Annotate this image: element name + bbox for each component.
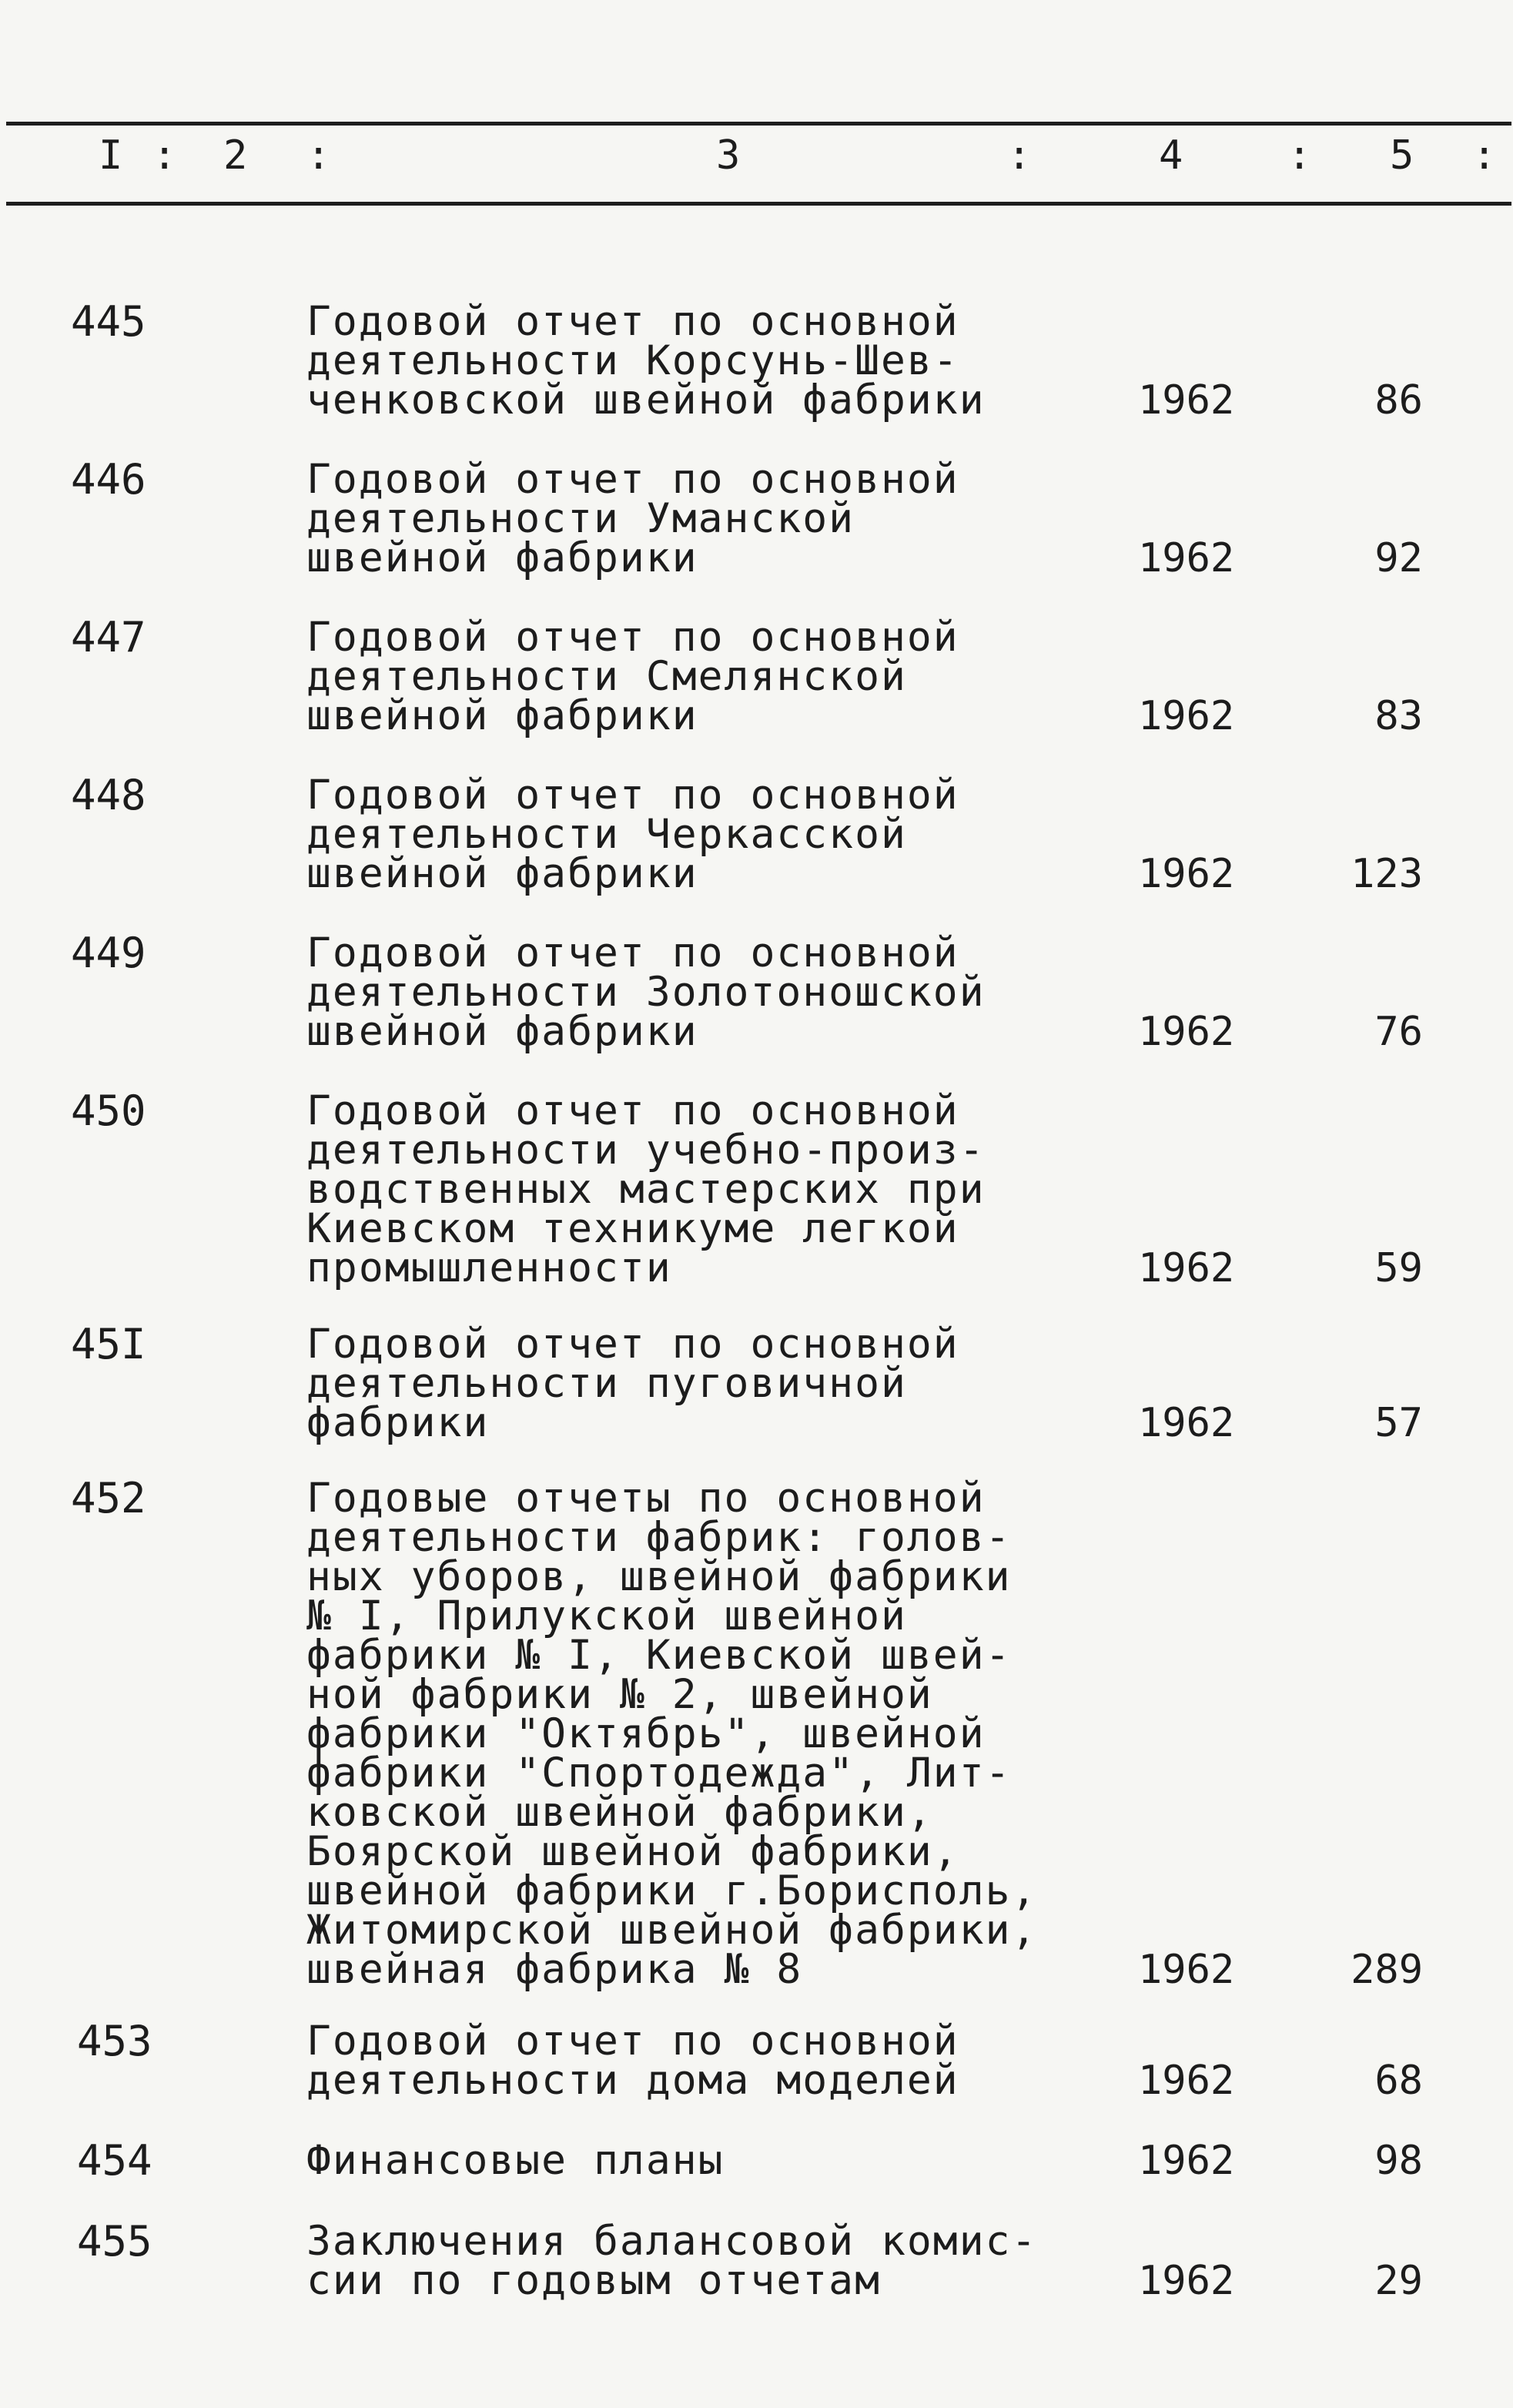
item-year: 1962: [1138, 1947, 1235, 1993]
item-number: 453: [77, 2017, 152, 2065]
item-title-line: промышленности: [306, 1244, 672, 1291]
item-sheet-count: 98: [1374, 2138, 1423, 2184]
item-title-line: Житомирской швейной фабрики,: [306, 1907, 1038, 1954]
item-title-line: Годовой отчет по основной: [306, 772, 959, 819]
item-title-line: ковской швейной фабрики,: [306, 1789, 933, 1836]
item-title-line: деятельности Черкасской: [306, 811, 907, 858]
item-title-line: деятельности учебно-произ-: [306, 1127, 986, 1174]
item-title-line: Годовой отчет по основной: [306, 2018, 959, 2065]
item-title: [306, 772, 959, 897]
col-separator: :: [306, 132, 331, 179]
item-title-line: деятельности дома моделей: [306, 2057, 959, 2104]
item-number: 454: [77, 2136, 152, 2185]
item-number: 449: [71, 929, 146, 977]
item-year: 1962: [1138, 2138, 1235, 2184]
item-title-line: Годовой отчет по основной: [306, 456, 959, 503]
item-number: 447: [71, 613, 146, 661]
item-sheet-count: 57: [1374, 1400, 1423, 1446]
item-title-line: швейной фабрики: [306, 692, 698, 739]
item-year: 1962: [1138, 851, 1235, 897]
item-year: 1962: [1138, 1009, 1235, 1055]
item-title-line: фабрики "Октябрь", швейной: [306, 1710, 986, 1757]
item-title-line: швейной фабрики: [306, 534, 698, 581]
item-title-line: швейной фабрики: [306, 1008, 698, 1055]
item-title: [306, 929, 986, 1055]
item-title: [306, 2018, 959, 2104]
item-title-line: деятельности Корсунь-Шев-: [306, 337, 959, 384]
item-title-line: швейной фабрики: [306, 850, 698, 897]
col-separator: :: [1287, 132, 1312, 179]
item-sheet-count: 289: [1351, 1947, 1423, 1993]
item-title-line: № I, Прилукской швейной: [306, 1592, 907, 1639]
item-title-line: деятельности фабрик: голов-: [306, 1514, 1012, 1561]
item-title-line: сии по годовым отчетам: [306, 2257, 881, 2304]
item-title-line: ной фабрики № 2, швейной: [306, 1671, 933, 1718]
col-header-4: 4: [1159, 132, 1183, 179]
item-number: 452: [71, 1474, 146, 1522]
item-sheet-count: 29: [1374, 2258, 1423, 2304]
item-number: 446: [71, 455, 146, 504]
item-title-line: водственных мастерских при: [306, 1166, 986, 1213]
item-sheet-count: 92: [1374, 535, 1423, 581]
col-header-2: 2: [223, 132, 248, 179]
header-top-rule: [6, 122, 1511, 126]
item-title-line: швейной фабрики г.Борисполь,: [306, 1867, 1038, 1914]
header-bottom-rule: [6, 202, 1511, 206]
item-sheet-count: 123: [1351, 851, 1423, 897]
col-header-3: 3: [716, 132, 741, 179]
item-title-line: фабрики № I, Киевской швей-: [306, 1632, 1012, 1679]
item-title-line: Годовой отчет по основной: [306, 1321, 959, 1368]
item-sheet-count: 76: [1374, 1009, 1423, 1055]
col-separator: :: [1007, 132, 1032, 179]
item-title-line: ных уборов, швейной фабрики: [306, 1553, 1012, 1600]
item-number: 45I: [71, 1320, 146, 1368]
item-title-line: фабрики: [306, 1399, 490, 1446]
item-title-line: Годовые отчеты по основной: [306, 1475, 986, 1522]
item-sheet-count: 86: [1374, 377, 1423, 424]
item-title-line: деятельности Уманской: [306, 495, 855, 542]
item-title-line: Годовой отчет по основной: [306, 1087, 959, 1134]
item-number: 445: [71, 297, 146, 346]
item-title-line: Годовой отчет по основной: [306, 298, 959, 345]
item-number: 448: [71, 771, 146, 819]
item-title: [306, 298, 986, 424]
item-year: 1962: [1138, 535, 1235, 581]
item-year: 1962: [1138, 1400, 1235, 1446]
item-title-line: Заключения балансовой комис-: [306, 2218, 1038, 2265]
item-sheet-count: 59: [1374, 1245, 1423, 1291]
item-title-line: Киевском техникуме легкой: [306, 1205, 959, 1252]
item-title: [306, 2137, 725, 2184]
item-title: [306, 1087, 986, 1291]
item-year: 1962: [1138, 1245, 1235, 1291]
col-header-5: 5: [1390, 132, 1414, 179]
item-title-line: швейная фабрика № 8: [306, 1946, 803, 1993]
item-sheet-count: 83: [1374, 693, 1423, 739]
item-title-line: деятельности Смелянской: [306, 653, 907, 700]
item-title-line: Годовой отчет по основной: [306, 614, 959, 661]
item-number: 455: [77, 2217, 152, 2266]
col-separator: :: [152, 132, 177, 179]
item-year: 1962: [1138, 377, 1235, 424]
item-year: 1962: [1138, 693, 1235, 739]
col-separator: :: [1472, 132, 1497, 179]
item-year: 1962: [1138, 2258, 1235, 2304]
col-header-1: I: [99, 132, 123, 179]
item-title-line: Финансовые планы: [306, 2137, 725, 2184]
item-title-line: ченковской швейной фабрики: [306, 377, 986, 424]
item-title-line: деятельности пуговичной: [306, 1360, 907, 1407]
item-title-line: деятельности Золотоношской: [306, 969, 986, 1016]
item-title: [306, 456, 959, 581]
item-title-line: фабрики "Спортодежда", Лит-: [306, 1750, 1012, 1797]
item-title-line: Боярской швейной фабрики,: [306, 1828, 959, 1875]
item-title: [306, 2218, 1038, 2304]
item-year: 1962: [1138, 2058, 1235, 2104]
item-sheet-count: 68: [1374, 2058, 1423, 2104]
item-title-line: Годовой отчет по основной: [306, 929, 959, 976]
item-title: [306, 614, 959, 739]
item-title: [306, 1321, 959, 1446]
item-number: 450: [71, 1087, 146, 1135]
item-title: [306, 1475, 1038, 1993]
